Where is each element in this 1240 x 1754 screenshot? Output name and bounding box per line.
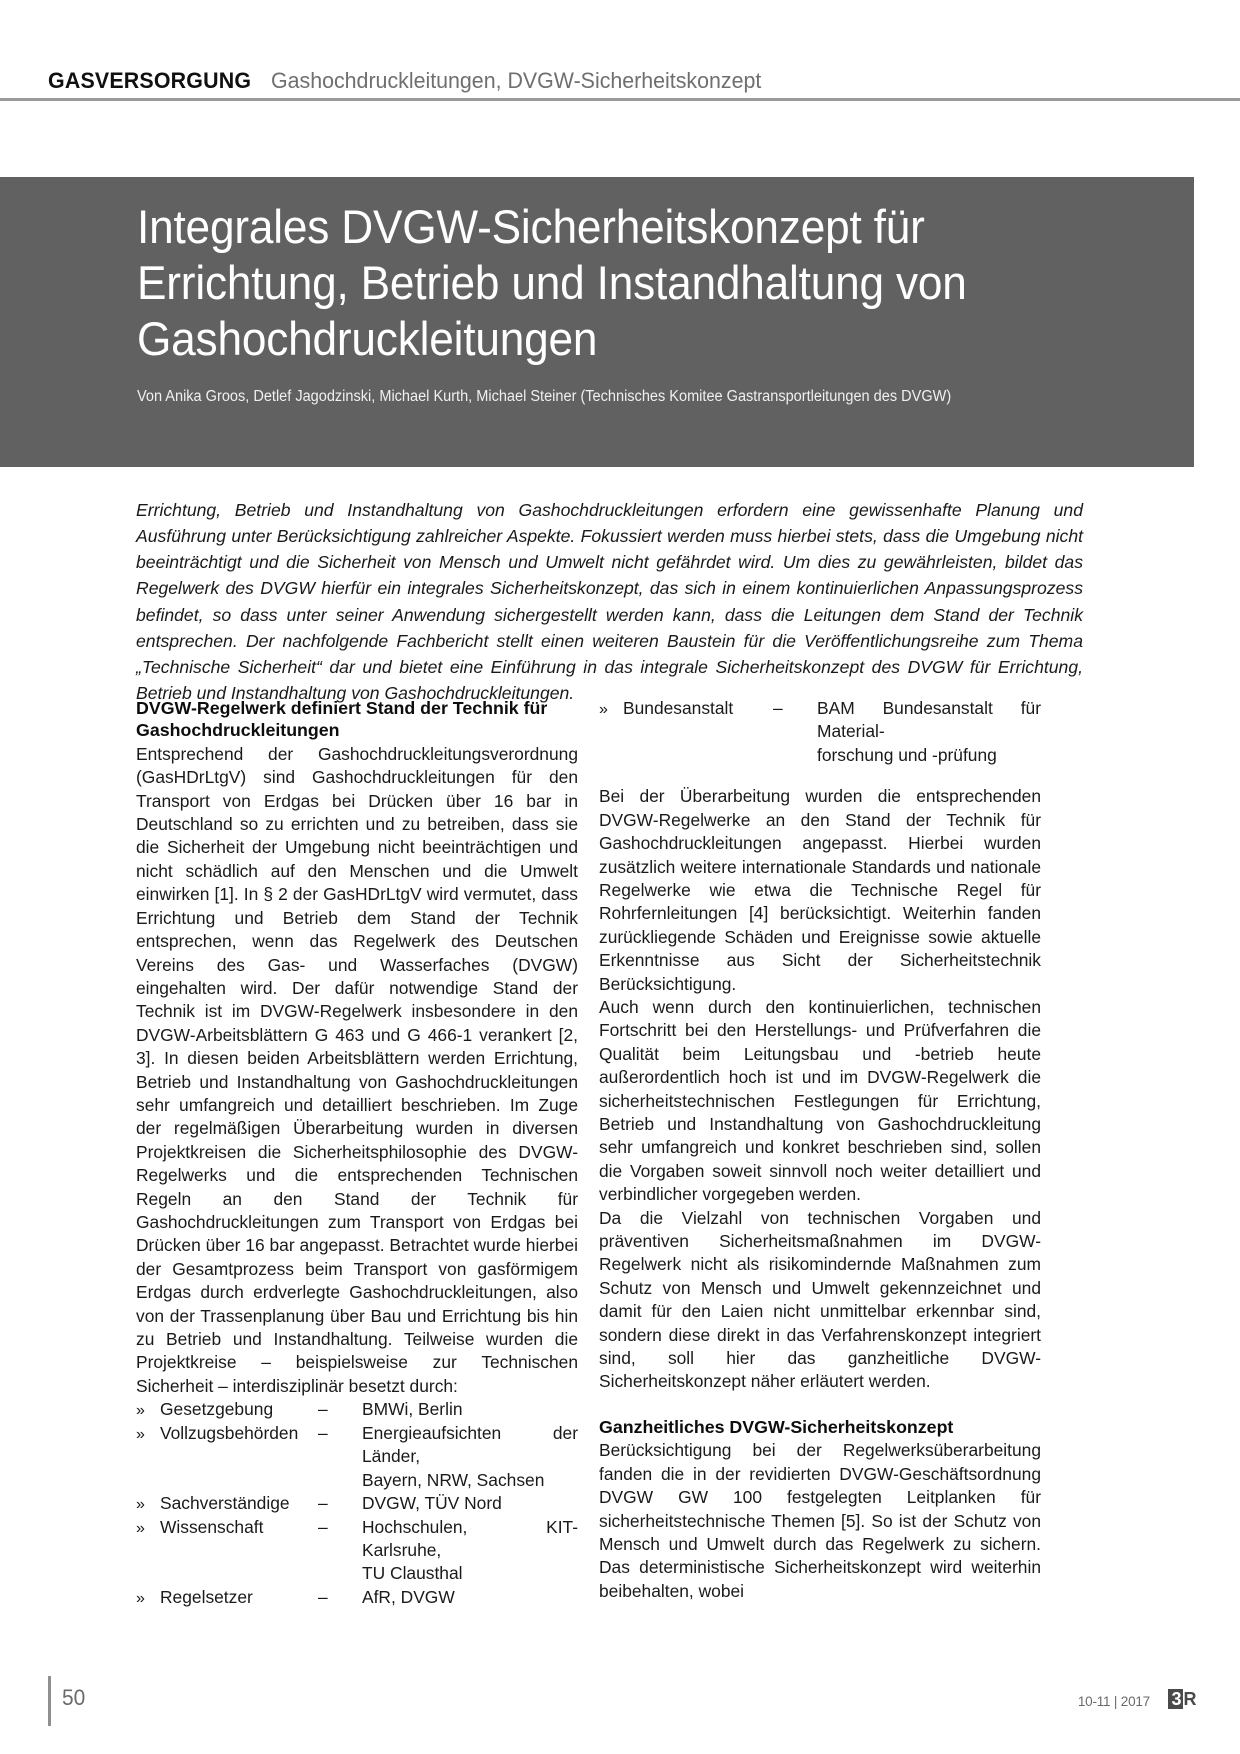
list-item-dash: – <box>318 1516 328 1537</box>
participants-list-left <box>136 1398 578 1609</box>
list-item-term: Regelsetzer <box>160 1586 253 1607</box>
list-item-term: Bundesanstalt <box>623 698 734 718</box>
left-column-paragraph: Entsprechend der Gashochdruckleitungsverordnung (GasHDrLtgV) sind Gashochdruckleitungen für den Transport von Erdgas bei Drücken über 16 bar in Deutschland so zu errichten und zu betreiben, dass sie die Sicherheit der Umgebung nicht beeinträchtigen und nicht schädlich auf den Menschen und die Umwelt einwirken [1]. In § 2 der GasHDrLtgV wird vermutet, dass Errichtung und Betrieb dem Stand der Technik entsprechen, wenn das Regelwerk des Deutschen Vereins des Gas- und Wasserfaches (DVGW) eingehalten wird. Der dafür notwendige Stand der Technik ist im DVGW-Regelwerk insbesondere in den DVGW-Arbeitsblättern G 463 und G 466-1 verankert [2, 3]. In diesen beiden Arbeitsblättern werden Errichtung, Betrieb und Instandhaltung von Gashochdruckleitungen sehr umfangreich und detailliert beschrieben. Im Zuge der regelmäßigen Überarbeitung wurden in diversen Projektkreisen die Sicherheitsphilosophie des DVGW-Regelwerks und die entsprechenden Technischen Regeln an den Stand der Technik für Gashochdruckleitungen zum Transport von Erdgas bei Drücken über 16 bar angepasst. Betrachtet wurde hierbei der Gesamtprozess beim Transport von gasförmigem Erdgas durch erdverlegte Gashochdruckleitungen, also von der Trassenplanung über Bau und Errichtung bis hin zu Betrieb und Instandhaltung. Teilweise wurden die Projektkreise – beispielsweise zur Technischen Sicherheit – interdisziplinär besetzt durch: <box>136 743 578 1396</box>
list-item-continuation <box>136 1562 578 1586</box>
body-columns <box>136 697 1083 1607</box>
list-item-value: BMWi, Berlin <box>362 1399 463 1420</box>
list-item <box>136 1398 578 1422</box>
journal-logo-3r <box>1168 1688 1196 1710</box>
logo-r-letter: R <box>1183 1689 1196 1709</box>
list-item-term: Vollzugsbehörden <box>160 1422 299 1443</box>
abstract-text: Errichtung, Betrieb und Instandhaltung von Gashochdruckleitungen erfordern eine gewissenhafte Planung und Ausführung unter Berücksichtigung zahlreicher Aspekte. Fokussiert werden muss hierbei stets, dass die Umgebung nicht beeinträchtigt und die Sicherheit von Mensch und Umwelt nicht gefährdet wird. Um dies zu gewährleisten, bildet das Regelwerk des DVGW hierfür ein integrales Sicherheitskonzept, das sich in einem kontinuierlichen Anpassungsprozess befindet, so dass unter seiner Anwendung sichergestellt werden kann, dass die Leitungen dem Stand der Technik entsprechen. Der nachfolgende Fachbericht stellt einen weiteren Baustein für die Veröffentlichungsreihe zum Thema „Technische Sicherheit“ dar und bietet eine Einführung in das integrale Sicherheitskonzept des DVGW für Errichtung, Betrieb und Instandhaltung von Gashochdruckleitungen. <box>136 500 1083 703</box>
list-item-dash: – <box>318 1399 328 1420</box>
list-item <box>136 1492 578 1516</box>
list-item-term: Gesetzgebung <box>160 1399 274 1420</box>
running-head <box>48 52 1192 92</box>
list-item-value-continued: forschung und -prüfung <box>817 744 997 765</box>
right-column <box>599 697 1041 1603</box>
title-banner <box>0 177 1194 467</box>
bullet-icon: » <box>136 1425 145 1443</box>
participants-list-right <box>599 697 1041 767</box>
section-heading-regelwerk: DVGW-Regelwerk definiert Stand der Technik für Gashochdruckleitungen <box>136 698 548 741</box>
logo-3-block: 3 <box>1168 1689 1182 1709</box>
list-item-dash: – <box>318 1422 328 1443</box>
list-item-dash: – <box>773 698 783 718</box>
bullet-icon: » <box>136 1402 145 1420</box>
list-item-continuation <box>599 744 1041 768</box>
bullet-icon: » <box>136 1589 145 1607</box>
title-banner-content <box>137 199 1087 407</box>
list-item-dash: – <box>318 1493 328 1514</box>
list-item-value: BAM Bundesanstalt für Material- <box>817 698 1041 742</box>
author-byline: Von Anika Groos, Detlef Jagodzinski, Michael Kurth, Michael Steiner (Technisches Komitee Gastransportleitungen des DVGW) <box>137 387 952 405</box>
right-column-paragraph-3: Da die Vielzahl von technischen Vorgaben und präventiven Sicherheitsmaßnahmen im DVGW-Regelwerk nicht als risikomindernde Maßnahmen zum Schutz von Mensch und Umwelt gekennzeichnet und damit für den Laien nicht unmittelbar erkennbar sind, sondern diese direkt in das Verfahrenskonzept integriert sind, soll hier das ganzheitliche DVGW-Sicherheitskonzept näher erläutert werden. <box>599 1207 1041 1392</box>
bullet-icon: » <box>136 1496 145 1514</box>
footer-rule <box>48 1676 51 1726</box>
list-item-value-continued: Bayern, NRW, Sachsen <box>362 1469 545 1490</box>
list-item-term: Wissenschaft <box>160 1516 264 1537</box>
running-head-section: GASVERSORGUNG <box>48 67 252 93</box>
list-item-value-continued: TU Clausthal <box>362 1563 463 1584</box>
list-item <box>599 697 1041 744</box>
list-item <box>136 1586 578 1610</box>
page-number: 50 <box>62 1685 86 1710</box>
list-item-term: Sachverständige <box>160 1493 290 1514</box>
bullet-icon: » <box>136 1519 145 1537</box>
list-item <box>136 1516 578 1563</box>
right-column-paragraph-1: Bei der Überarbeitung wurden die entsprechenden DVGW-Regelwerke an den Stand der Technik für Gashochdruckleitungen angepasst. Hierbei wurden zusätzlich weitere internationale Standards und nationale Regelwerke wie etwa die Technische Regel für Rohrfernleitungen [4] berücksichtigt. Weiterhin fanden zurückliegende Schäden und Ereignisse sowie aktuelle Erkenntnisse aus Sicht der Sicherheitstechnik Berücksichtigung. <box>599 786 1041 994</box>
left-column <box>136 697 578 1609</box>
running-head-divider <box>0 98 1240 101</box>
right-column-paragraph-4: Berücksichtigung bei der Regelwerksüberarbeitung fanden die in der revidierten DVGW-Geschäftsordnung DVGW GW 100 festgelegten Leitplanken für sicherheitstechnische Themen [5]. So ist der Schutz von Mensch und Umwelt durch das Regelwerk zu sichern. Das deterministische Sicherheitskonzept wird weiterhin beibehalten, wobei <box>599 1440 1041 1601</box>
running-head-topic: Gashochdruckleitungen, DVGW-Sicherheitskonzept <box>270 67 762 93</box>
list-item <box>136 1422 578 1469</box>
list-item-continuation <box>136 1469 578 1493</box>
list-item-value: Hochschulen, KIT-Karlsruhe, <box>362 1516 578 1560</box>
section-heading-ganzheitliches: Ganzheitliches DVGW-Sicherheitskonzept <box>599 1416 954 1437</box>
right-column-paragraph-2: Auch wenn durch den kontinuierlichen, technischen Fortschritt bei den Herstellungs- und Prüfverfahren die Qualität beim Leitungsbau und -betrieb heute außerordentlich hoch ist und im DVGW-Regelwerk die sicherheitstechnischen Festlegungen für Errichtung, Betrieb und Instandhaltung von Gashochdruckleitung sehr umfangreich und konkret beschrieben sind, sollen die Vorgaben soweit sinnvoll noch weiter detailliert und verbindlicher vorgegeben werden. <box>599 996 1041 1205</box>
list-item-dash: – <box>318 1586 328 1607</box>
list-item-value: DVGW, TÜV Nord <box>362 1493 502 1514</box>
page-title: Integrales DVGW-Sicherheitskonzept für Errichtung, Betrieb und Instandhaltung von Gashochdruckleitungen <box>137 200 967 365</box>
bullet-icon: » <box>599 701 608 718</box>
issue-number: 10-11 | 2017 <box>1077 1694 1150 1709</box>
list-item-value: Energieaufsichten der Länder, <box>362 1422 578 1467</box>
list-item-value: AfR, DVGW <box>362 1586 455 1607</box>
